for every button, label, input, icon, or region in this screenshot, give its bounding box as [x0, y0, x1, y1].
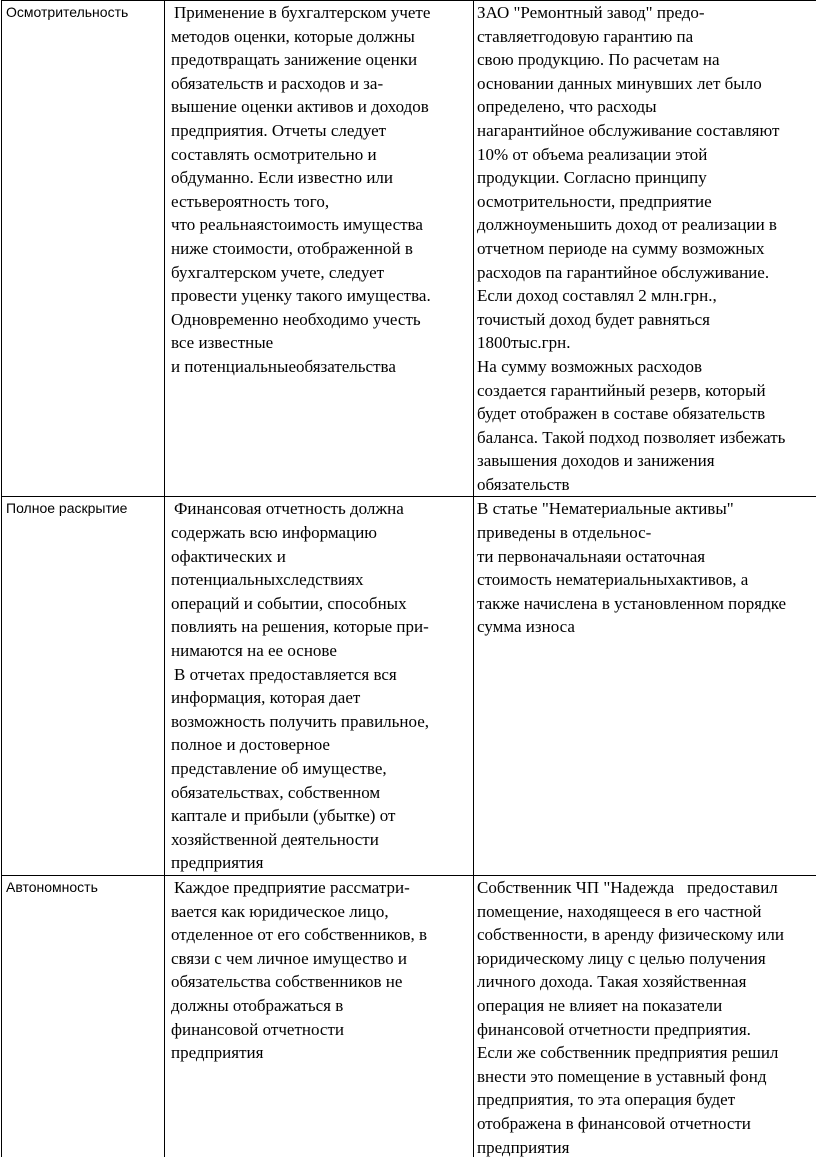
- example-line: основании данных минувших лет было: [477, 73, 762, 93]
- principle-description-cell: [165, 1, 474, 497]
- description-line: все известные: [171, 333, 274, 353]
- description-line: каптале и прибыли (убытке) от: [171, 806, 396, 826]
- principle-name-cell: [2, 875, 165, 1157]
- description-line: повлиять на решения, которые при-: [171, 617, 429, 637]
- example-line: стоимость нематериальныхактивов, а: [477, 570, 749, 590]
- description-line: естьвероятность того,: [171, 191, 330, 211]
- example-line: создается гарантийный резерв, который: [477, 380, 766, 400]
- principle-name-cell: [2, 1, 165, 497]
- description-line: операций и событии, способных: [171, 593, 407, 613]
- example-line: также начислена в установленном порядке: [477, 593, 787, 613]
- principle-description-cell: [165, 497, 474, 876]
- description-line: вышение оценки активов и доходов: [171, 97, 429, 117]
- table-row: [2, 1, 816, 497]
- description-line: составлять осмотрительно и: [171, 144, 377, 164]
- example-line: приведены в отдельнос-: [477, 523, 652, 543]
- example-line: сумма износа: [477, 617, 575, 637]
- description-line: провести уценку такого имущества.: [171, 286, 431, 306]
- example-line: юридическому лицу с целью получения: [477, 948, 766, 968]
- description-line: содержать всю информацию: [171, 523, 377, 543]
- example-line: продукции. Согласно принципу: [477, 168, 707, 188]
- example-line: свою продукцию. По расчетам на: [477, 50, 720, 70]
- description-line: предприятия: [171, 1043, 264, 1063]
- description-line: полное и достоверное: [171, 735, 330, 755]
- description-line: и потенциальныеобязательства: [171, 356, 396, 376]
- example-line: будет отображен в составе обязательств: [477, 404, 766, 424]
- description-line: нимаются на ее основе: [171, 641, 337, 661]
- example-line: внести это помещение в уставный фонд: [477, 1066, 767, 1086]
- description-line: обязательствах, собственном: [171, 782, 381, 802]
- example-line: На сумму возможных расходов: [477, 356, 703, 376]
- description-line: финансовой отчетности: [171, 1019, 344, 1039]
- example-line: В статье "Нематериальные активы": [477, 499, 734, 519]
- example-line: финансовой отчетности предприятия.: [477, 1019, 751, 1039]
- example-line: завышения доходов и занижения: [477, 451, 715, 471]
- description-line: что реальнаястоимость имущества: [171, 215, 423, 235]
- principle-name: Полное раскрытие: [6, 500, 128, 517]
- example-line: отображена в финансовой отчетности: [477, 1113, 751, 1133]
- description-line: Одновременно необходимо учесть: [171, 309, 421, 329]
- description-line: методов оценки, которые должны: [171, 26, 415, 46]
- description-line: Финансовая отчетность должна: [174, 499, 404, 519]
- description-line: информация, которая дает: [171, 688, 361, 708]
- description-line: хозяйственной деятельности: [171, 829, 379, 849]
- example-line: предприятия, то эта операция будет: [477, 1090, 736, 1110]
- principle-description-cell: [165, 875, 474, 1157]
- description-line: должны отображаться в: [171, 995, 344, 1015]
- description-line: Применение в бухгалтерском учете: [174, 3, 431, 22]
- example-line: личного дохода. Такая хозяйственная: [477, 972, 747, 992]
- example-line: операция не влияет на показатели: [477, 995, 723, 1015]
- example-line: ставляетгодовую гарантию па: [477, 26, 694, 46]
- example-line: предприятия: [477, 1137, 570, 1157]
- description-line: офактических и: [171, 546, 286, 566]
- principle-example-cell: [474, 497, 816, 876]
- principle-name: Автономность: [6, 878, 98, 895]
- example-line: нагарантийное обслуживание составляют: [477, 120, 780, 140]
- description-line: предприятия. Отчеты следует: [171, 120, 387, 140]
- description-line: обдуманно. Если известно или: [171, 168, 394, 188]
- description-line: отделенное от его собственников, в: [171, 925, 428, 945]
- description-line: ниже стоимости, отображенной в: [171, 238, 413, 258]
- example-line: помещение, находящееся в его частной: [477, 901, 762, 921]
- description-line: возможность получить правильное,: [171, 711, 430, 731]
- example-line: собственности, в аренду физическому или: [477, 925, 784, 945]
- example-line: отчетном периоде на сумму возможных: [477, 238, 765, 258]
- description-line: В отчетах предоставляется вся: [174, 664, 397, 684]
- principle-example-cell: [474, 1, 816, 497]
- example-line: Собственник ЧП "Надежда предоставил: [477, 877, 778, 897]
- table-row: [2, 875, 816, 1157]
- example-line: баланса. Такой подход позволяет избежать: [477, 427, 786, 447]
- description-line: обязательств и расходов и за-: [171, 73, 384, 93]
- description-line: обязательства собственников не: [171, 972, 403, 992]
- example-line: обязательств: [477, 474, 570, 494]
- example-line: осмотрительности, предприятие: [477, 191, 712, 211]
- example-line: Если доход составлял 2 млн.грн.,: [477, 286, 717, 306]
- description-line: вается как юридическое лицо,: [171, 901, 389, 921]
- description-line: потенциальныхследствиях: [171, 570, 364, 590]
- description-line: предотвращать занижение оценки: [171, 50, 418, 70]
- description-line: представление об имуществе,: [171, 759, 387, 778]
- principle-name-cell: [2, 497, 165, 876]
- description-line: Каждое предприятие рассматри-: [174, 877, 410, 897]
- table-row: [2, 497, 816, 876]
- example-line: 10% от объема реализации этой: [477, 144, 708, 164]
- example-line: ти первоначальнаяи остаточная: [477, 546, 706, 566]
- example-line: ЗАО "Ремонтный завод" предо-: [477, 3, 705, 22]
- description-line: связи с чем личное имущество и: [171, 948, 408, 968]
- example-line: расходов па гарантийное обслуживание.: [477, 262, 770, 282]
- example-line: точистый доход будет равняться: [477, 309, 710, 329]
- example-line: 1800тыс.грн.: [477, 333, 571, 353]
- principle-name: Осмотрительность: [6, 4, 129, 20]
- description-line: бухгалтерском учете, следует: [171, 262, 385, 282]
- example-line: определено, что расходы: [477, 97, 657, 117]
- accounting-principles-table: [1, 0, 816, 1157]
- description-line: предприятия: [171, 853, 264, 873]
- example-line: Если же собственник предприятия решил: [477, 1043, 779, 1063]
- example-line: должноуменьшить доход от реализации в: [477, 215, 777, 235]
- principle-example-cell: [474, 875, 816, 1157]
